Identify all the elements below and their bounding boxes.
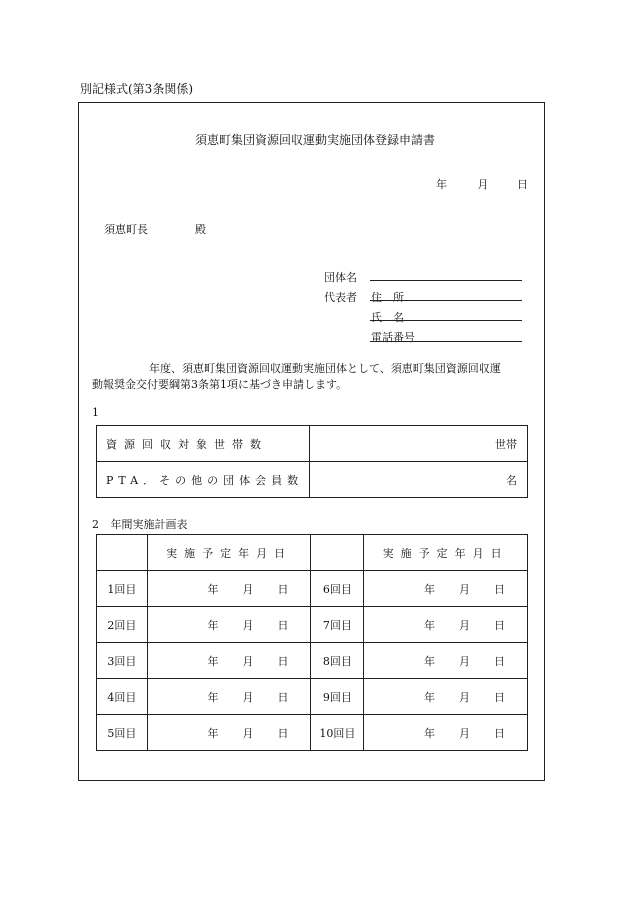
addressee-name: 須恵町長 <box>104 223 148 236</box>
round-label: 1回目 <box>97 571 148 607</box>
date-year: 年 <box>436 178 447 191</box>
header-blank-right <box>311 535 364 571</box>
section1-number: 1 <box>92 406 99 419</box>
body-text-line2: 動報奨金交付要綱第3条第1項に基づき申請します。 <box>92 378 348 391</box>
form-number-note: 別記様式(第3条関係) <box>80 82 193 96</box>
round-date: 年 月 日 <box>364 679 528 715</box>
round-date: 年 月 日 <box>147 571 311 607</box>
annual-plan-table <box>96 534 528 751</box>
section2-title: 年間実施計画表 <box>110 518 188 531</box>
round-date: 年 月 日 <box>147 715 311 751</box>
round-date: 年 月 日 <box>364 643 528 679</box>
header-right: 実施予定年月日 <box>364 535 528 571</box>
round-label: 4回目 <box>97 679 148 715</box>
round-label: 9回目 <box>311 679 364 715</box>
table-row <box>97 715 528 751</box>
addressee-honorific: 殿 <box>195 223 206 236</box>
households-label: 資源回収対象世帯数 <box>97 426 310 462</box>
name-label: 氏 名 <box>371 311 404 324</box>
table-row <box>97 643 528 679</box>
address-line <box>370 300 522 301</box>
table-row <box>97 571 528 607</box>
round-label: 3回目 <box>97 643 148 679</box>
round-label: 7回目 <box>311 607 364 643</box>
round-date: 年 月 日 <box>364 571 528 607</box>
round-date: 年 月 日 <box>364 607 528 643</box>
group-name-label: 団体名 <box>324 271 357 284</box>
table-row <box>97 462 528 498</box>
phone-line <box>370 341 522 342</box>
table-row <box>97 679 528 715</box>
date-line <box>436 176 528 192</box>
phone-label: 電話番号 <box>371 331 415 344</box>
table-row <box>97 607 528 643</box>
round-date: 年 月 日 <box>147 643 311 679</box>
section1-table <box>96 425 528 498</box>
representative-label: 代表者 <box>324 291 357 304</box>
table-row <box>97 426 528 462</box>
members-unit: 名 <box>310 462 528 498</box>
round-date: 年 月 日 <box>147 607 311 643</box>
round-label: 10回目 <box>311 715 364 751</box>
name-line <box>370 320 522 321</box>
members-label: PTA．その他の団体会員数 <box>97 462 310 498</box>
form-title: 須恵町集団資源回収運動実施団体登録申請書 <box>194 133 435 147</box>
address-label: 住 所 <box>371 291 404 304</box>
table-row <box>97 535 528 571</box>
date-month: 月 <box>477 178 489 191</box>
round-label: 6回目 <box>311 571 364 607</box>
round-label: 5回目 <box>97 715 148 751</box>
households-unit: 世帯 <box>310 426 528 462</box>
date-day: 日 <box>517 178 528 191</box>
round-label: 8回目 <box>311 643 364 679</box>
section2-heading <box>92 516 188 532</box>
round-date: 年 月 日 <box>364 715 528 751</box>
header-blank-left <box>97 535 148 571</box>
header-left: 実施予定年月日 <box>147 535 311 571</box>
round-label: 2回目 <box>97 607 148 643</box>
group-name-line <box>370 280 522 281</box>
body-text-line1: 年度、須恵町集団資源回収運動実施団体として、須恵町集団資源回収運 <box>149 362 501 375</box>
section2-number: 2 <box>92 518 99 531</box>
round-date: 年 月 日 <box>147 679 311 715</box>
